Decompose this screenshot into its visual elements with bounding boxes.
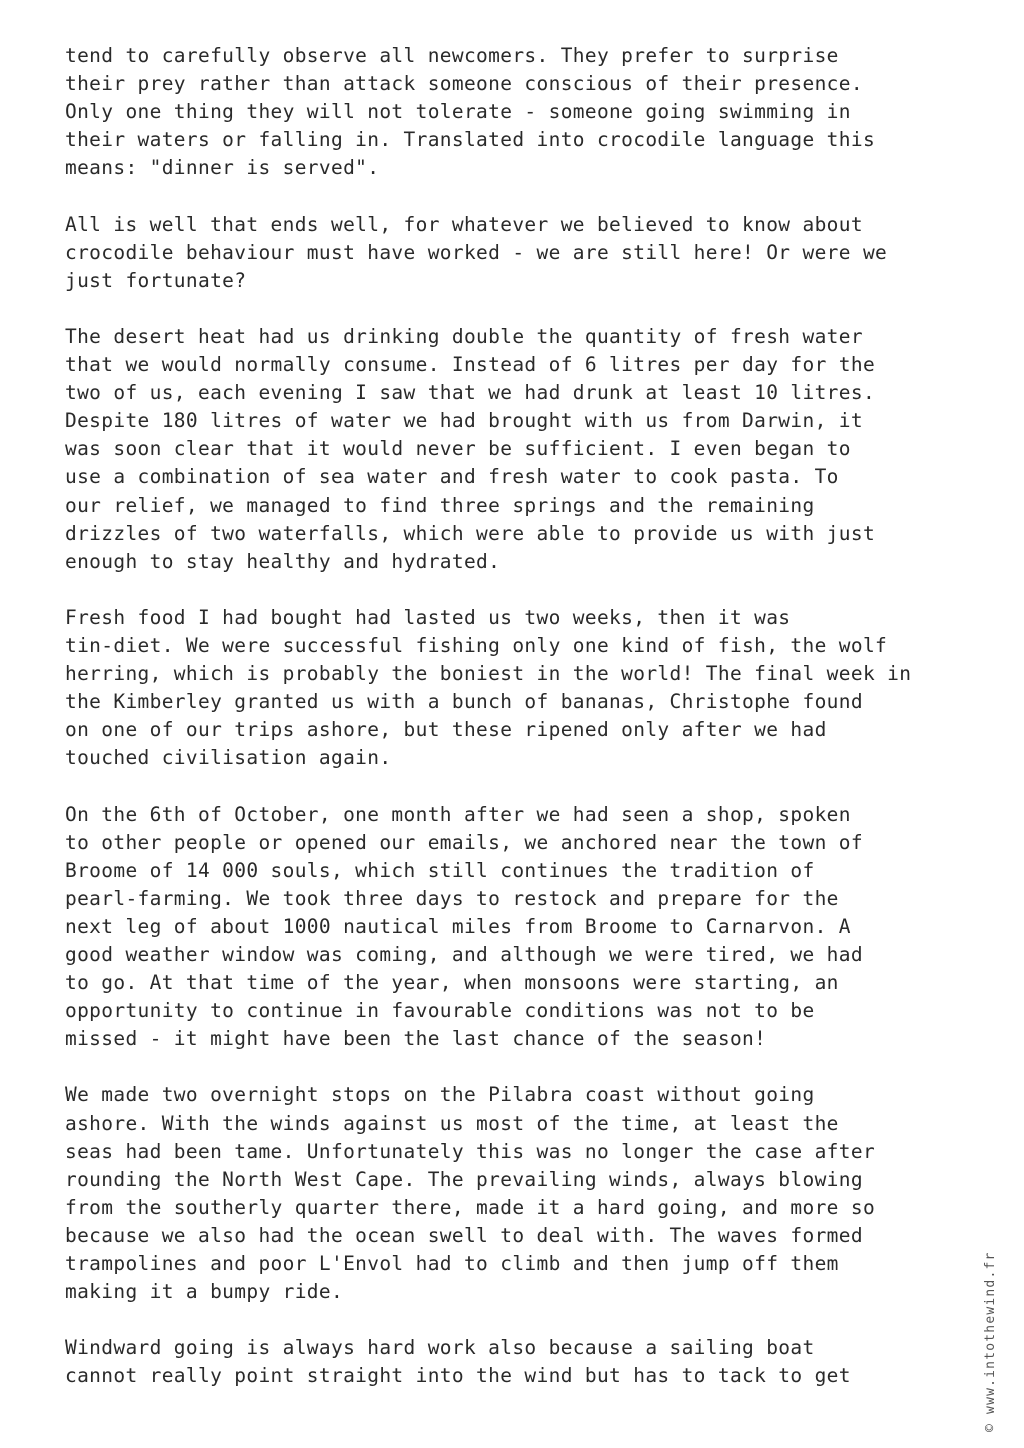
text-line: Fresh food I had bought had lasted us two weeks, then it was <box>65 605 791 629</box>
text-line: just fortunate? <box>65 268 247 292</box>
text-line: pearl-farming. We took three days to restock and prepare for the <box>65 886 839 910</box>
copyright-watermark: © www.intothewind.fr <box>983 1251 998 1432</box>
paragraph-broome <box>65 801 945 1054</box>
text-line: cannot really point straight into the wind but has to tack to get <box>65 1364 851 1388</box>
text-line: on one of our trips ashore, but these ripened only after we had <box>65 718 827 742</box>
text-line: their waters or falling in. Translated into crocodile language this <box>65 128 876 152</box>
text-line: tend to carefully observe all newcomers. They prefer to surprise <box>65 44 839 67</box>
paragraph-all-is-well <box>65 211 945 295</box>
text-line: to other people or opened our emails, we anchored near the town of <box>65 830 863 854</box>
text-line: that we would normally consume. Instead of 6 litres per day for the <box>65 353 876 377</box>
text-line: Despite 180 litres of water we had brought with us from Darwin, it <box>65 409 863 433</box>
text-line: from the southerly quarter there, made it a hard going, and more so <box>65 1195 876 1219</box>
text-line: ashore. With the winds against us most of the time, at least the <box>65 1111 839 1135</box>
text-line: two of us, each evening I saw that we had drunk at least 10 litres. <box>65 381 876 405</box>
text-line: We made two overnight stops on the Pilabra coast without going <box>65 1083 815 1107</box>
paragraph-crocodile-behaviour <box>65 42 945 182</box>
text-line: Windward going is always hard work also because a sailing boat <box>65 1336 815 1360</box>
text-line: to go. At that time of the year, when monsoons were starting, an <box>65 971 839 995</box>
text-line: was soon clear that it would never be sufficient. I even began to <box>65 437 851 461</box>
text-line: Broome of 14 000 souls, which still continues the tradition of <box>65 858 815 882</box>
text-line: missed - it might have been the last chance of the season! <box>65 1027 767 1051</box>
text-line: means: "dinner is served". <box>65 156 380 180</box>
paragraph-windward-going <box>65 1334 945 1390</box>
text-line: their prey rather than attack someone conscious of their presence. <box>65 72 863 96</box>
text-line: On the 6th of October, one month after we had seen a shop, spoken <box>65 802 851 826</box>
text-line: seas had been tame. Unfortunately this was no longer the case after <box>65 1139 876 1163</box>
text-line: because we also had the ocean swell to deal with. The waves formed <box>65 1223 863 1247</box>
document-body <box>65 42 945 1419</box>
text-line: good weather window was coming, and although we were tired, we had <box>65 943 863 966</box>
text-line: drizzles of two waterfalls, which were able to provide us with just <box>65 521 876 545</box>
text-line: tin-diet. We were successful fishing only one kind of fish, the wolf <box>65 633 888 657</box>
text-line: Only one thing they will not tolerate - someone going swimming in <box>65 100 851 124</box>
text-line: touched civilisation again. <box>65 746 392 770</box>
text-line: herring, which is probably the boniest in the world! The final week in <box>65 662 912 686</box>
paragraph-fresh-food <box>65 604 945 773</box>
text-line: The desert heat had us drinking double the quantity of fresh water <box>65 324 863 348</box>
text-line: enough to stay healthy and hydrated. <box>65 549 501 573</box>
text-line: opportunity to continue in favourable conditions was not to be <box>65 999 815 1023</box>
text-line: our relief, we managed to find three springs and the remaining <box>65 493 815 517</box>
text-line: crocodile behaviour must have worked - we are still here! Or were we <box>65 240 888 264</box>
paragraph-desert-heat <box>65 323 945 576</box>
text-line: rounding the North West Cape. The prevailing winds, always blowing <box>65 1167 863 1191</box>
text-line: next leg of about 1000 nautical miles from Broome to Carnarvon. A <box>65 914 851 938</box>
text-line: All is well that ends well, for whatever we believed to know about <box>65 212 863 236</box>
paragraph-pilabra-coast <box>65 1081 945 1306</box>
text-line: use a combination of sea water and fresh water to cook pasta. To <box>65 465 839 489</box>
text-line: the Kimberley granted us with a bunch of bananas, Christophe found <box>65 690 863 714</box>
text-line: making it a bumpy ride. <box>65 1280 344 1304</box>
text-line: trampolines and poor L'Envol had to climb and then jump off them <box>65 1252 839 1276</box>
